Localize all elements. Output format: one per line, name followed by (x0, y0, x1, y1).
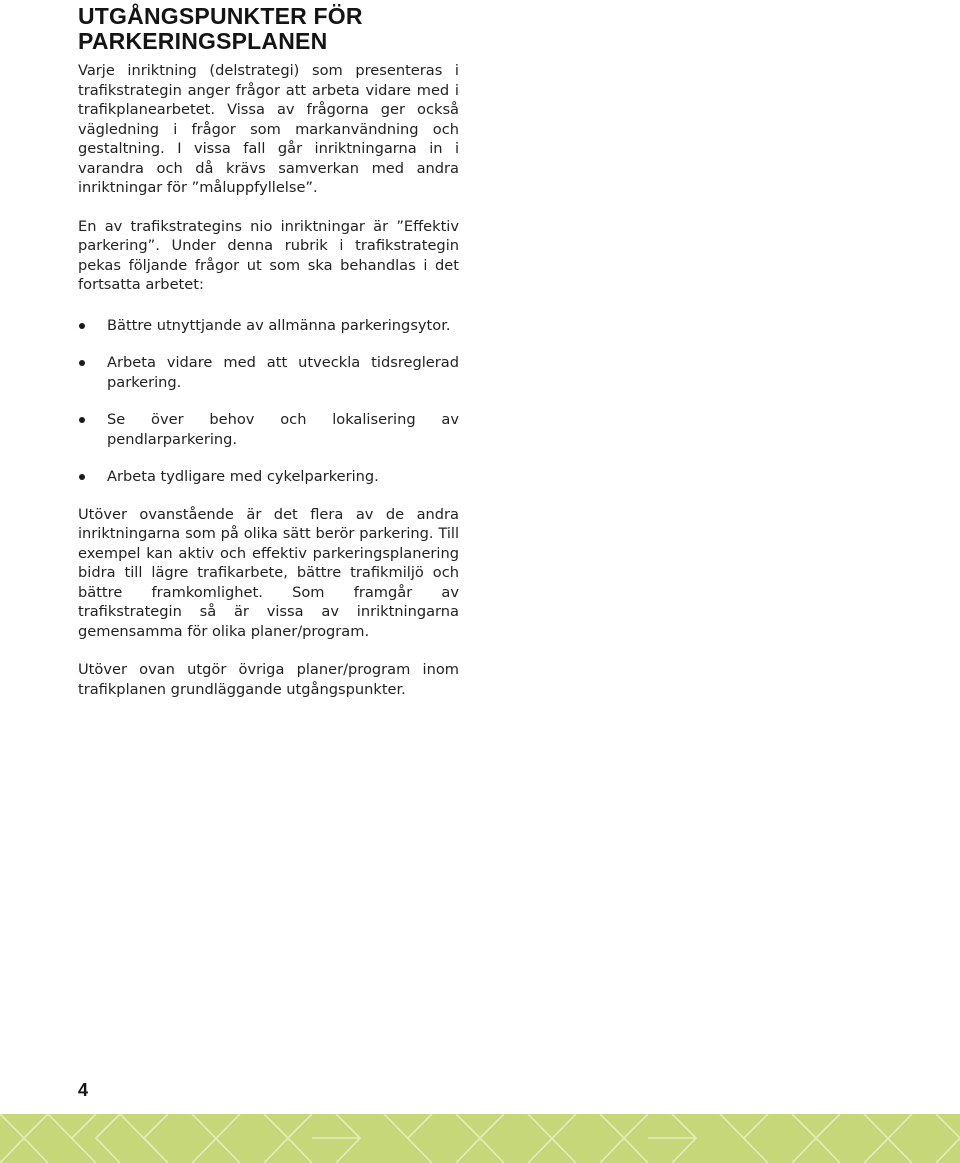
bullet-icon (79, 323, 85, 329)
bullet-icon (79, 360, 85, 366)
bullet-icon (79, 417, 85, 423)
footer-pattern-band (0, 1114, 960, 1163)
effektiv-parkering-paragraph: En av trafikstrategins nio inriktningar är ”Effektiv parkering”. Under denna rubrik i trafikstrategin pekas följande frågor ut som ska behandlas i det fortsatta arbetet: (78, 217, 459, 293)
issue-list (78, 316, 459, 487)
intro-paragraph: Varje inriktning (delstrategi) som presenteras i trafikstrategin anger frågor att arbeta vidare med i trafikplanearbetet. Vissa av frågorna ger också vägledning i frågor som markanvändning och gestaltning. I vissa fall går inriktningarna in i varandra och då krävs samverkan med andra inriktningar för ”måluppfyllelse”. (78, 62, 459, 196)
list-item-text: Arbeta vidare med att utveckla tidsreglerad parkering. (107, 354, 459, 391)
list-item-text: Arbeta tydligare med cykelparkering. (107, 468, 379, 485)
page-heading (78, 4, 459, 54)
geometric-pattern-icon (0, 1114, 960, 1163)
list-item (78, 410, 459, 449)
list-item (78, 467, 459, 487)
list-item-text: Bättre utnyttjande av allmänna parkeringsytor. (107, 316, 451, 334)
heading-line-2: PARKERINGSPLANEN (78, 28, 328, 54)
list-item (78, 316, 459, 336)
utover-paragraph: Utöver ovanstående är det flera av de andra inriktningarna som på olika sätt berör parkering. Till exempel kan aktiv och effektiv parkeringsplanering bidra till lägre trafikarbete, bättre trafikmiljö och bättre framkomlighet. Som framgår av trafikstrategin så är vissa av inriktningarna gemensamma för olika planer/program. (78, 505, 459, 640)
list-item-text: Se över behov och lokalisering av pendlarparkering. (107, 411, 459, 448)
ovrigt-paragraph: Utöver ovan utgör övriga planer/program inom trafikplanen grundläggande utgångspunkter. (78, 661, 459, 698)
list-item (78, 353, 459, 392)
page-number: 4 (78, 1080, 89, 1100)
bullet-icon (79, 474, 85, 480)
heading-line-1: UTGÅNGSPUNKTER FÖR (78, 3, 363, 29)
main-text-column (78, 4, 459, 699)
